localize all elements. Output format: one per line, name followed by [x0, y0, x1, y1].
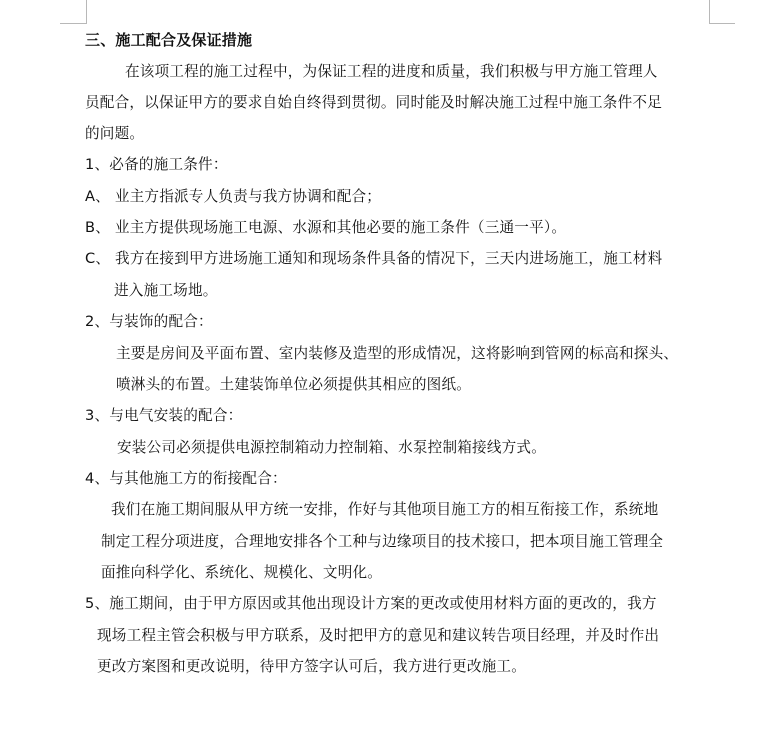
- intro-line-1: 在该项工程的施工过程中，为保证工程的进度和质量，我们积极与甲方施工管理人: [125, 63, 658, 80]
- section4-title: 4、与其他施工方的衔接配合：: [85, 470, 287, 487]
- section1-item-b: B、 业主方提供现场施工电源、水源和其他必要的施工条件（三通一平）。: [85, 219, 567, 236]
- section3-title: 3、与电气安装的配合：: [85, 407, 243, 424]
- section4-line-3: 面推向科学化、系统化、规模化、文明化。: [101, 564, 383, 581]
- section5-line-1: 5、施工期间，由于甲方原因或其他出现设计方案的更改或使用材料方面的更改的，我方: [85, 595, 657, 612]
- section1-item-a: A、 业主方指派专人负责与我方协调和配合；: [85, 188, 382, 205]
- section1-item-c-cont: 进入施工场地。: [114, 282, 218, 299]
- section1-title: 1、必备的施工条件：: [85, 156, 228, 173]
- section3-line-1: 安装公司必须提供电源控制箱动力控制箱、水泵控制箱接线方式。: [117, 439, 547, 456]
- intro-line-3: 的问题。: [85, 125, 145, 142]
- section2-line-2: 喷淋头的布置。土建装饰单位必须提供其相应的图纸。: [116, 376, 472, 393]
- page-corner-mark-left-h: [60, 23, 87, 24]
- section4-line-2: 制定工程分项进度，合理地安排各个工种与边缘项目的技术接口，把本项目施工管理全: [101, 533, 664, 550]
- section5-line-2: 现场工程主管会积极与甲方联系，及时把甲方的意见和建议转告项目经理，并及时作出: [97, 627, 660, 644]
- intro-line-2: 员配合，以保证甲方的要求自始自终得到贯彻。同时能及时解决施工过程中施工条件不足: [85, 94, 662, 111]
- page-corner-mark-left: [86, 0, 87, 24]
- page-corner-mark-right-h: [709, 23, 735, 24]
- section-heading: 三、施工配合及保证措施: [85, 31, 253, 49]
- page-corner-mark-right: [709, 0, 710, 24]
- section5-line-3: 更改方案图和更改说明，待甲方签字认可后，我方进行更改施工。: [97, 658, 527, 675]
- section2-title: 2、与装饰的配合：: [85, 313, 213, 330]
- section4-line-1: 我们在施工期间服从甲方统一安排，作好与其他项目施工方的相互衔接工作，系统地: [111, 501, 659, 518]
- section2-line-1: 主要是房间及平面布置、室内装修及造型的形成情况，这将影响到管网的标高和探头、: [116, 345, 679, 362]
- section1-item-c: C、 我方在接到甲方进场施工通知和现场条件具备的情况下，三天内进场施工，施工材料: [85, 250, 663, 267]
